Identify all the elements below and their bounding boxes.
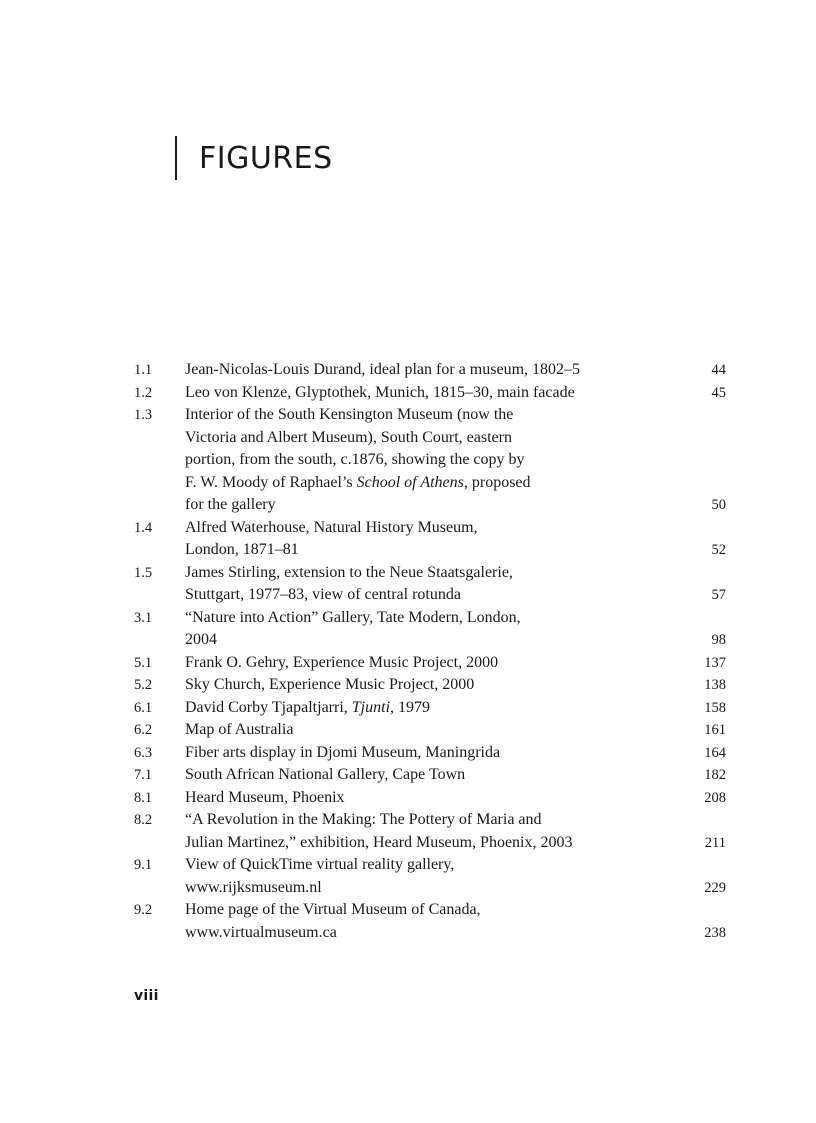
figure-caption-line: for the gallery: [185, 496, 276, 513]
figure-caption-line: Stuttgart, 1977–83, view of central rotunda: [185, 586, 461, 603]
figure-caption-line: Frank O. Gehry, Experience Music Project, 2000: [185, 653, 499, 671]
page-title: FIGURES: [199, 141, 333, 176]
figure-caption-line: Heard Museum, Phoenix: [185, 788, 345, 806]
figure-entry: [134, 562, 726, 607]
figure-entry: [134, 652, 726, 675]
figure-page-number: 238: [704, 924, 726, 941]
figure-page-number: 211: [704, 834, 726, 851]
figure-caption: [185, 517, 675, 562]
figure-caption: [185, 382, 675, 405]
page-folio: viii: [134, 988, 159, 1004]
figure-entry: [134, 719, 726, 742]
figure-caption: [185, 404, 675, 517]
figure-page-number: 164: [704, 744, 726, 761]
figure-entry: [134, 764, 726, 787]
figure-caption-line: London, 1871–81: [185, 541, 299, 558]
figure-caption: [185, 674, 675, 697]
figure-number: 8.2: [134, 812, 153, 828]
figure-entry: [134, 899, 726, 944]
figure-page-number: 50: [711, 497, 726, 513]
figure-caption: [185, 697, 675, 720]
figure-caption: [185, 359, 675, 382]
figure-page-number: 161: [704, 722, 726, 738]
figure-number: 5.2: [134, 677, 153, 693]
figure-caption: [185, 742, 675, 765]
figure-caption-line: “Nature into Action” Gallery, Tate Modern, London,: [185, 608, 521, 626]
figure-entry: [134, 674, 726, 697]
figure-caption-line: Alfred Waterhouse, Natural History Museum,: [185, 518, 478, 536]
figure-entry: [134, 787, 726, 810]
figure-number: 8.1: [134, 789, 153, 806]
figure-caption-title: School of Athens: [356, 473, 464, 491]
figure-number: 1.3: [134, 407, 153, 423]
figure-caption-text: , proposed: [463, 473, 531, 491]
figure-caption-line: Victoria and Albert Museum), South Court, eastern: [185, 428, 512, 446]
figure-caption: [185, 607, 675, 652]
figure-entry: [134, 697, 726, 720]
figure-page-number: 138: [704, 677, 726, 693]
figure-caption-line: South African National Gallery, Cape Town: [185, 766, 466, 783]
figure-number: 6.1: [134, 699, 153, 716]
figure-caption: [185, 764, 675, 787]
figure-entry: [134, 517, 726, 562]
figure-caption: [185, 652, 675, 675]
figure-page-number: 57: [711, 587, 726, 603]
figure-page-number: 137: [704, 654, 726, 671]
figure-number: 6.2: [134, 722, 153, 738]
figure-page-number: 52: [711, 542, 726, 558]
figure-caption: [185, 899, 675, 944]
figure-page-number: 45: [711, 384, 726, 401]
figure-caption-line: www.virtualmuseum.ca: [185, 923, 337, 941]
figure-number: 6.3: [134, 744, 153, 761]
figures-list: [134, 359, 726, 944]
figure-caption-line: Fiber arts display in Djomi Museum, Maningrida: [185, 743, 501, 761]
figure-caption-text: David Corby Tjapaltjarri,: [185, 698, 352, 716]
figure-caption-line: Home page of the Virtual Museum of Canada,: [185, 901, 481, 918]
figure-page-number: 182: [704, 767, 726, 783]
figure-caption-line: [185, 472, 675, 495]
figure-number: 9.1: [134, 857, 153, 873]
figure-caption: [185, 809, 675, 854]
figure-page-number: 44: [711, 362, 726, 378]
figure-caption-line: View of QuickTime virtual reality gallery,: [185, 856, 455, 873]
figure-caption: [185, 719, 675, 742]
figure-caption: [185, 562, 675, 607]
figure-page-number: 98: [711, 632, 726, 648]
figure-entry: [134, 809, 726, 854]
figure-entry: [134, 742, 726, 765]
figure-caption-line: 2004: [185, 631, 217, 648]
figure-caption-title: Tjunti: [351, 698, 391, 716]
figure-number: 5.1: [134, 654, 153, 671]
figure-caption-line: portion, from the south, c.1876, showing the copy by: [185, 451, 525, 468]
figure-number: 1.4: [134, 519, 153, 536]
figure-page-number: 208: [704, 789, 726, 806]
figure-number: 1.1: [134, 362, 153, 378]
figure-caption-line: “A Revolution in the Making: The Pottery of Maria and: [185, 811, 542, 828]
figure-number: 7.1: [134, 767, 153, 783]
figure-caption-line: Julian Martinez,” exhibition, Heard Museum, Phoenix, 2003: [185, 833, 573, 851]
figure-caption-line: James Stirling, extension to the Neue Staatsgalerie,: [185, 563, 513, 581]
figure-number: 1.5: [134, 564, 153, 581]
figure-number: 3.1: [134, 609, 153, 626]
figure-page-number: 158: [704, 699, 726, 716]
figure-number: 1.2: [134, 384, 153, 401]
figure-page-number: 229: [704, 879, 726, 896]
figure-caption-line: Leo von Klenze, Glyptothek, Munich, 1815–30, main facade: [185, 383, 575, 401]
figure-entry: [134, 607, 726, 652]
figure-caption-text: , 1979: [390, 698, 431, 716]
figure-caption-text: F. W. Moody of Raphael’s: [185, 473, 357, 491]
figure-number: 9.2: [134, 902, 153, 918]
figure-caption: [185, 787, 675, 810]
figure-caption: [185, 854, 675, 899]
figure-entry: [134, 854, 726, 899]
figure-entry: [134, 359, 726, 382]
figure-caption-line: Map of Australia: [185, 721, 294, 738]
figure-entry: [134, 404, 726, 517]
figure-caption-line: Jean-Nicolas-Louis Durand, ideal plan for a museum, 1802–5: [185, 361, 581, 378]
figure-caption-line: Interior of the South Kensington Museum (now the: [185, 406, 514, 423]
title-rule: [175, 136, 177, 180]
figure-caption-line: [185, 697, 675, 720]
figure-entry: [134, 382, 726, 405]
figure-caption-line: Sky Church, Experience Music Project, 2000: [185, 676, 475, 693]
figure-caption-line: www.rijksmuseum.nl: [185, 878, 322, 896]
